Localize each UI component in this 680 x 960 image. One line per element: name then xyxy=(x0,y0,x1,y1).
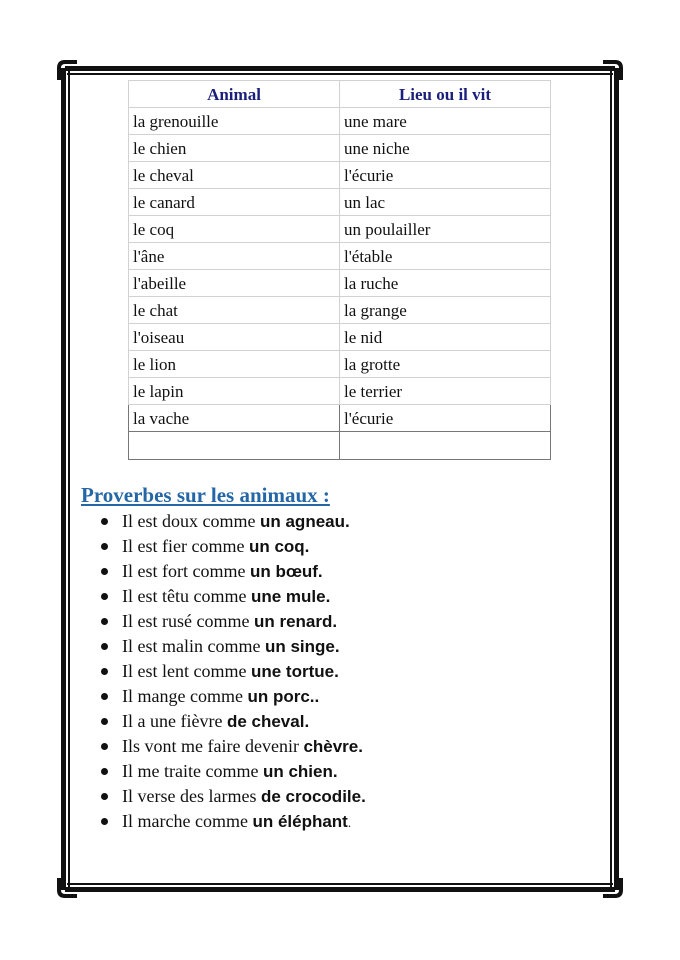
animal-cell: le lapin xyxy=(129,378,340,405)
proverb-text: Il est rusé comme xyxy=(122,611,254,631)
bullet-icon xyxy=(101,793,108,800)
proverbs-heading: Proverbes sur les animaux : xyxy=(81,483,330,507)
habitat-cell: un poulailler xyxy=(340,216,551,243)
table-row xyxy=(129,351,551,378)
habitat-cell: la grotte xyxy=(340,351,551,378)
proverb-animal: un bœuf. xyxy=(249,562,323,581)
bullet-icon xyxy=(101,643,108,650)
bullet-icon xyxy=(101,568,108,575)
proverb-text: Il me traite comme xyxy=(122,761,263,781)
list-item xyxy=(98,534,366,559)
animal-cell xyxy=(129,432,340,460)
table-row xyxy=(129,162,551,189)
animal-cell: la grenouille xyxy=(129,108,340,135)
list-item xyxy=(98,584,366,609)
habitat-cell: un lac xyxy=(340,189,551,216)
animal-cell: le canard xyxy=(129,189,340,216)
animal-cell: le lion xyxy=(129,351,340,378)
header-animal: Animal xyxy=(129,81,340,108)
habitat-cell xyxy=(340,432,551,460)
habitat-cell: l'écurie xyxy=(340,162,551,189)
proverb-text: Il est doux comme xyxy=(122,511,260,531)
proverbs-list xyxy=(98,509,366,834)
list-item xyxy=(98,659,366,684)
border-left xyxy=(61,68,66,890)
animal-cell: le chat xyxy=(129,297,340,324)
table-row xyxy=(129,189,551,216)
bullet-icon xyxy=(101,543,108,550)
proverb-animal: un renard. xyxy=(253,612,338,631)
table-row xyxy=(129,243,551,270)
proverb-animal: un chien. xyxy=(262,762,338,781)
list-item xyxy=(98,559,366,584)
animal-cell: l'âne xyxy=(129,243,340,270)
proverb-tail: . xyxy=(347,815,352,830)
proverb-animal: un singe. xyxy=(264,637,340,656)
proverb-animal: un agneau. xyxy=(259,512,350,531)
corner-ornament-icon xyxy=(57,60,77,80)
habitat-cell: une mare xyxy=(340,108,551,135)
animal-cell: le coq xyxy=(129,216,340,243)
header-habitat: Lieu ou il vit xyxy=(340,81,551,108)
proverb-text: Ils vont me faire devenir xyxy=(122,736,304,756)
animal-cell: l'oiseau xyxy=(129,324,340,351)
list-item xyxy=(98,759,366,784)
habitat-cell: le terrier xyxy=(340,378,551,405)
habitat-cell: la grange xyxy=(340,297,551,324)
proverb-animal: une tortue. xyxy=(250,662,339,681)
corner-ornament-icon xyxy=(603,878,623,898)
list-item xyxy=(98,634,366,659)
corner-ornament-icon xyxy=(603,60,623,80)
border-right-inner xyxy=(610,70,612,888)
table-row xyxy=(129,324,551,351)
bullet-icon xyxy=(101,818,108,825)
table-row xyxy=(129,135,551,162)
proverb-animal: un éléphant xyxy=(252,812,348,831)
table-row-empty xyxy=(129,432,551,460)
list-item xyxy=(98,709,366,734)
table-header-row xyxy=(129,81,551,108)
table-row xyxy=(129,378,551,405)
proverb-text: Il est têtu comme xyxy=(122,586,251,606)
bullet-icon xyxy=(101,518,108,525)
proverb-animal: chèvre. xyxy=(303,737,363,756)
animal-cell: la vache xyxy=(129,405,340,432)
habitat-cell: l'écurie xyxy=(340,405,551,432)
proverb-text: Il a une fièvre xyxy=(122,711,227,731)
animal-cell: l'abeille xyxy=(129,270,340,297)
habitat-cell: l'étable xyxy=(340,243,551,270)
proverb-animal: de crocodile. xyxy=(260,787,366,806)
proverb-animal: de cheval. xyxy=(226,712,310,731)
animal-cell: le chien xyxy=(129,135,340,162)
habitat-cell: le nid xyxy=(340,324,551,351)
list-item xyxy=(98,784,366,809)
bullet-icon xyxy=(101,593,108,600)
proverb-animal: un coq. xyxy=(248,537,310,556)
table-row xyxy=(129,405,551,432)
bullet-icon xyxy=(101,743,108,750)
list-item xyxy=(98,734,366,759)
table-row xyxy=(129,270,551,297)
proverb-text: Il est lent comme xyxy=(122,661,251,681)
list-item xyxy=(98,809,366,834)
habitat-cell: une niche xyxy=(340,135,551,162)
table-row xyxy=(129,297,551,324)
table-row xyxy=(129,216,551,243)
table-row xyxy=(129,108,551,135)
animal-cell: le cheval xyxy=(129,162,340,189)
proverb-text: Il est fort comme xyxy=(122,561,250,581)
bullet-icon xyxy=(101,618,108,625)
animal-habitat-table xyxy=(128,80,551,460)
proverb-text: Il verse des larmes xyxy=(122,786,261,806)
border-right xyxy=(614,68,619,890)
list-item xyxy=(98,684,366,709)
proverb-text: Il est malin comme xyxy=(122,636,265,656)
bullet-icon xyxy=(101,693,108,700)
border-bottom xyxy=(65,887,615,892)
corner-ornament-icon xyxy=(57,878,77,898)
border-top-inner xyxy=(67,73,613,75)
proverb-text: Il marche comme xyxy=(122,811,253,831)
proverb-text: Il mange comme xyxy=(122,686,248,706)
proverb-text: Il est fier comme xyxy=(122,536,249,556)
bullet-icon xyxy=(101,718,108,725)
border-left-inner xyxy=(68,70,70,888)
bullet-icon xyxy=(101,668,108,675)
bullet-icon xyxy=(101,768,108,775)
proverb-animal: un porc.. xyxy=(247,687,320,706)
border-bottom-inner xyxy=(67,883,613,885)
border-top xyxy=(65,66,615,71)
list-item xyxy=(98,609,366,634)
proverb-animal: une mule. xyxy=(250,587,331,606)
habitat-cell: la ruche xyxy=(340,270,551,297)
list-item xyxy=(98,509,366,534)
